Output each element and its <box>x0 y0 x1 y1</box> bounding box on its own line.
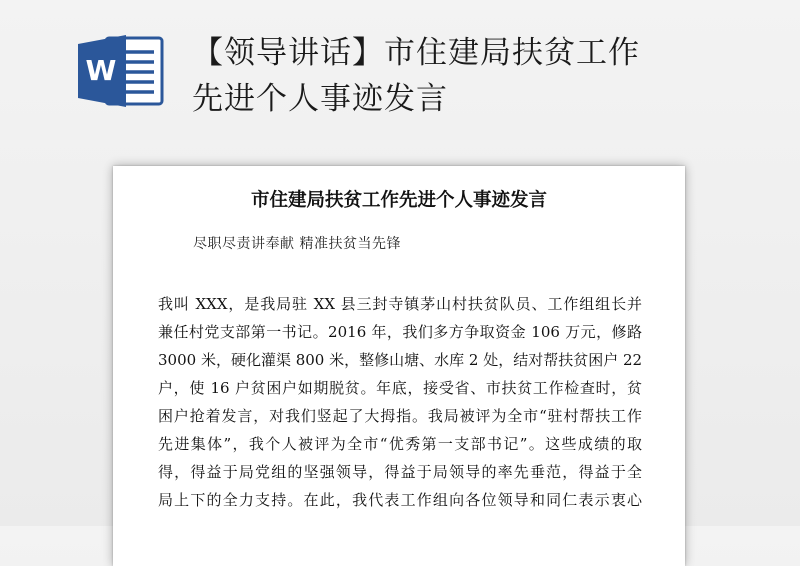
document-title: 市住建局扶贫工作先进个人事迹发言 <box>250 190 547 211</box>
document-page <box>113 166 685 566</box>
page-title-line1: 【领导讲话】市住建局扶贫工作 <box>192 35 640 71</box>
body-line: 兼任村党支部第一书记。2016 年，我们多方争取资金 106 万元，修路 <box>158 323 642 341</box>
page-title-line2: 先进个人事迹发言 <box>192 81 448 117</box>
body-line: 局上下的全力支持。在此，我代表工作组向各位领导和同仁表示衷心 <box>158 491 642 509</box>
body-line: 先进集体”，我个人被评为全市“优秀第一支部书记”。这些成绩的取 <box>158 435 642 453</box>
body-line: 得，得益于局党组的坚强领导，得益于局领导的率先垂范，得益于全 <box>158 463 642 481</box>
page-title <box>192 30 782 122</box>
body-line: 我叫 XXX，是我局驻 XX 县三封寺镇茅山村扶贫队员、工作组组长并 <box>158 295 642 313</box>
body-line: 困户抢着发言，对我们竖起了大拇指。我局被评为全市“驻村帮扶工作 <box>158 407 642 425</box>
header-banner <box>0 0 800 140</box>
body-line: 户，使 16 户贫困户如期脱贫。年底，接受省、市扶贫工作检查时，贫 <box>158 379 642 397</box>
word-document-icon <box>76 32 166 110</box>
document-subtitle: 尽职尽责讲奉献 精准扶贫当先锋 <box>193 236 401 252</box>
word-icon-letter: W <box>85 54 117 87</box>
body-line: 3000 米，硬化灌渠 800 米，整修山塘、水库 2 处，结对帮扶贫困户 22 <box>158 351 643 369</box>
document-body <box>158 290 642 514</box>
